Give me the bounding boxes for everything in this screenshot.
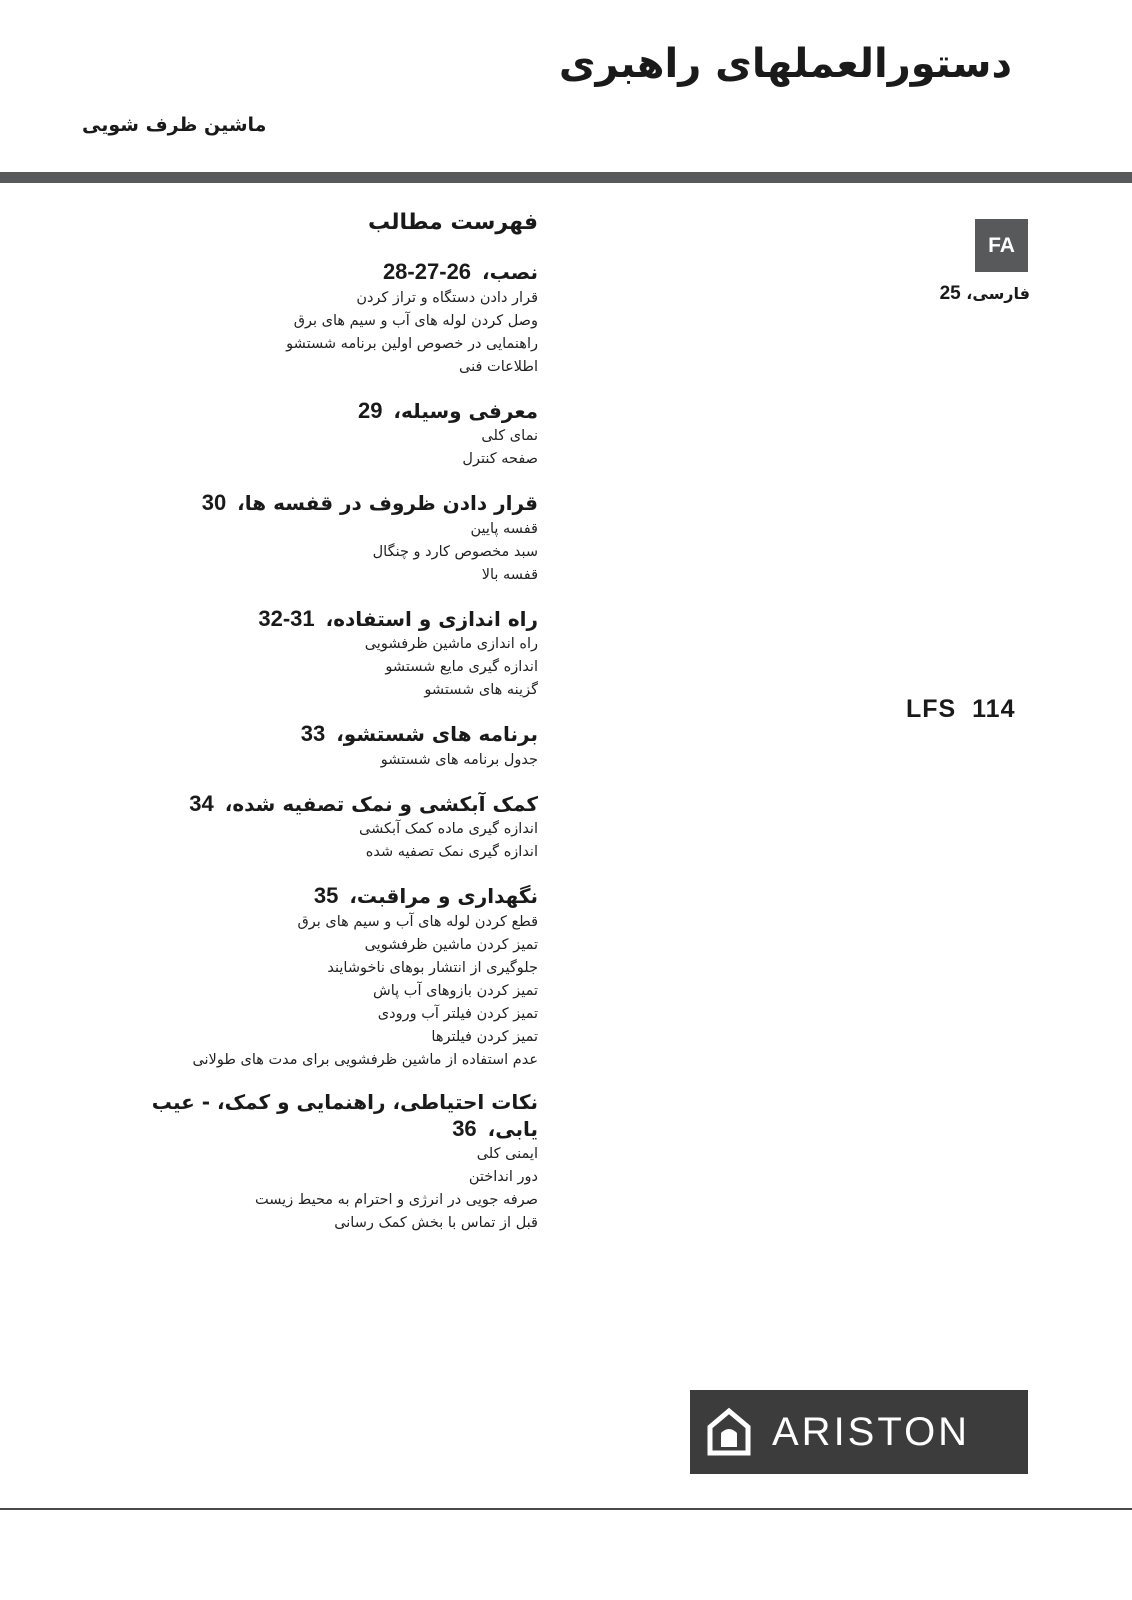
section-name: نکات احتیاطی، راهنمایی و کمک، - عیب یابی، — [151, 1089, 538, 1141]
section-pages: 31-32 — [258, 605, 315, 631]
toc-item[interactable]: تمیز کردن فیلتر آب ورودی — [377, 1005, 538, 1022]
section-name: قرار دادن ظروف در قفسه ها، — [230, 491, 538, 516]
language-name: فارسی، — [960, 284, 1030, 303]
document-subtitle: ماشین ظرف شویی — [82, 114, 267, 136]
section-name: نگهداری و مراقبت، — [342, 884, 538, 909]
toc-item[interactable]: قبل از تماس با بخش کمک رسانی — [334, 1215, 538, 1232]
toc-item[interactable]: جدول برنامه های شستشو — [380, 751, 538, 768]
header-bar — [0, 172, 1132, 183]
toc-item[interactable]: جلوگیری از انتشار بوهای ناخوشایند — [327, 959, 538, 976]
toc-item[interactable]: راهنمایی در خصوص اولین برنامه شستشو — [286, 335, 538, 352]
section-pages: 29 — [357, 397, 383, 423]
section-pages: 30 — [201, 490, 227, 516]
toc-section-precautions-troubleshooting — [100, 1090, 538, 1236]
model-number: LFS 114 — [906, 695, 1016, 723]
section-pages: 26-27-28 — [382, 259, 472, 285]
language-page: 25 — [939, 283, 961, 304]
brand-logo — [690, 1390, 1028, 1474]
toc-item[interactable]: سبد مخصوص کارد و چنگال — [372, 543, 538, 560]
toc-item[interactable]: ایمنی کلی — [476, 1146, 538, 1163]
toc-item[interactable]: تمیز کردن فیلترها — [431, 1028, 538, 1045]
section-title[interactable] — [100, 1090, 538, 1143]
section-name: کمک آبکشی و نمک تصفیه شده، — [217, 791, 538, 816]
toc-section-installation — [100, 258, 538, 379]
toc-item[interactable]: وصل کردن لوله های آب و سیم های برق — [293, 312, 538, 329]
section-pages: 36 — [452, 1115, 477, 1141]
toc-item[interactable]: اندازه گیری نمک تصفیه شده — [365, 844, 538, 861]
footer-rule — [0, 1508, 1132, 1510]
section-name: برنامه های شستشو، — [329, 722, 538, 747]
house-icon — [706, 1407, 752, 1457]
toc-item[interactable]: عدم استفاده از ماشین ظرفشویی برای مدت های طولانی — [192, 1051, 538, 1068]
toc-item[interactable]: صفحه کنترل — [462, 451, 538, 468]
toc-section-rinse-aid-salt — [100, 790, 538, 865]
toc-item[interactable]: دور انداختن — [468, 1169, 538, 1186]
section-title[interactable] — [100, 258, 538, 286]
section-name: راه اندازی و استفاده، — [318, 606, 538, 631]
document-title: دستورالعملهای راهبری — [558, 41, 1012, 87]
toc-section-maintenance — [100, 882, 538, 1072]
table-of-contents — [100, 210, 538, 1253]
toc-item[interactable]: قفسه پایین — [470, 520, 538, 537]
section-pages: 34 — [189, 790, 214, 816]
brand-name: ARISTON — [772, 1410, 971, 1454]
language-code-badge: FA — [975, 219, 1028, 272]
section-title[interactable] — [100, 605, 538, 633]
toc-item[interactable]: گزینه های شستشو — [424, 682, 538, 699]
section-title[interactable] — [100, 790, 538, 818]
toc-section-description — [100, 397, 538, 472]
toc-item[interactable]: راه اندازی ماشین ظرفشویی — [364, 636, 538, 653]
section-title[interactable] — [100, 720, 538, 748]
section-pages: 35 — [313, 883, 339, 909]
toc-item[interactable]: قرار دادن دستگاه و تراز کردن — [356, 289, 538, 306]
toc-section-start-up — [100, 605, 538, 703]
section-title[interactable] — [100, 882, 538, 910]
section-name: معرفی وسیله، — [386, 398, 538, 423]
section-name: نصب، — [475, 260, 538, 285]
toc-item[interactable]: تمیز کردن بازوهای آب پاش — [373, 982, 538, 999]
toc-item[interactable]: صرفه جویی در انرژی و احترام به محیط زیست — [254, 1192, 538, 1209]
toc-item[interactable]: اندازه گیری مایع شستشو — [385, 659, 538, 676]
toc-item[interactable]: اندازه گیری ماده کمک آبکشی — [359, 821, 538, 838]
section-title[interactable] — [100, 489, 538, 517]
toc-heading: فهرست مطالب — [367, 210, 538, 235]
toc-item[interactable]: قطع کردن لوله های آب و سیم های برق — [297, 913, 538, 930]
toc-item[interactable]: نمای کلی — [481, 428, 538, 445]
section-title[interactable] — [100, 397, 538, 425]
toc-item[interactable]: قفسه بالا — [481, 566, 538, 583]
section-pages: 33 — [300, 721, 326, 747]
toc-item[interactable]: اطلاعات فنی — [459, 358, 538, 375]
language-label — [900, 283, 1030, 305]
toc-section-loading-racks — [100, 489, 538, 587]
toc-item[interactable]: تمیز کردن ماشین ظرفشویی — [364, 936, 538, 953]
toc-section-wash-cycles — [100, 720, 538, 772]
